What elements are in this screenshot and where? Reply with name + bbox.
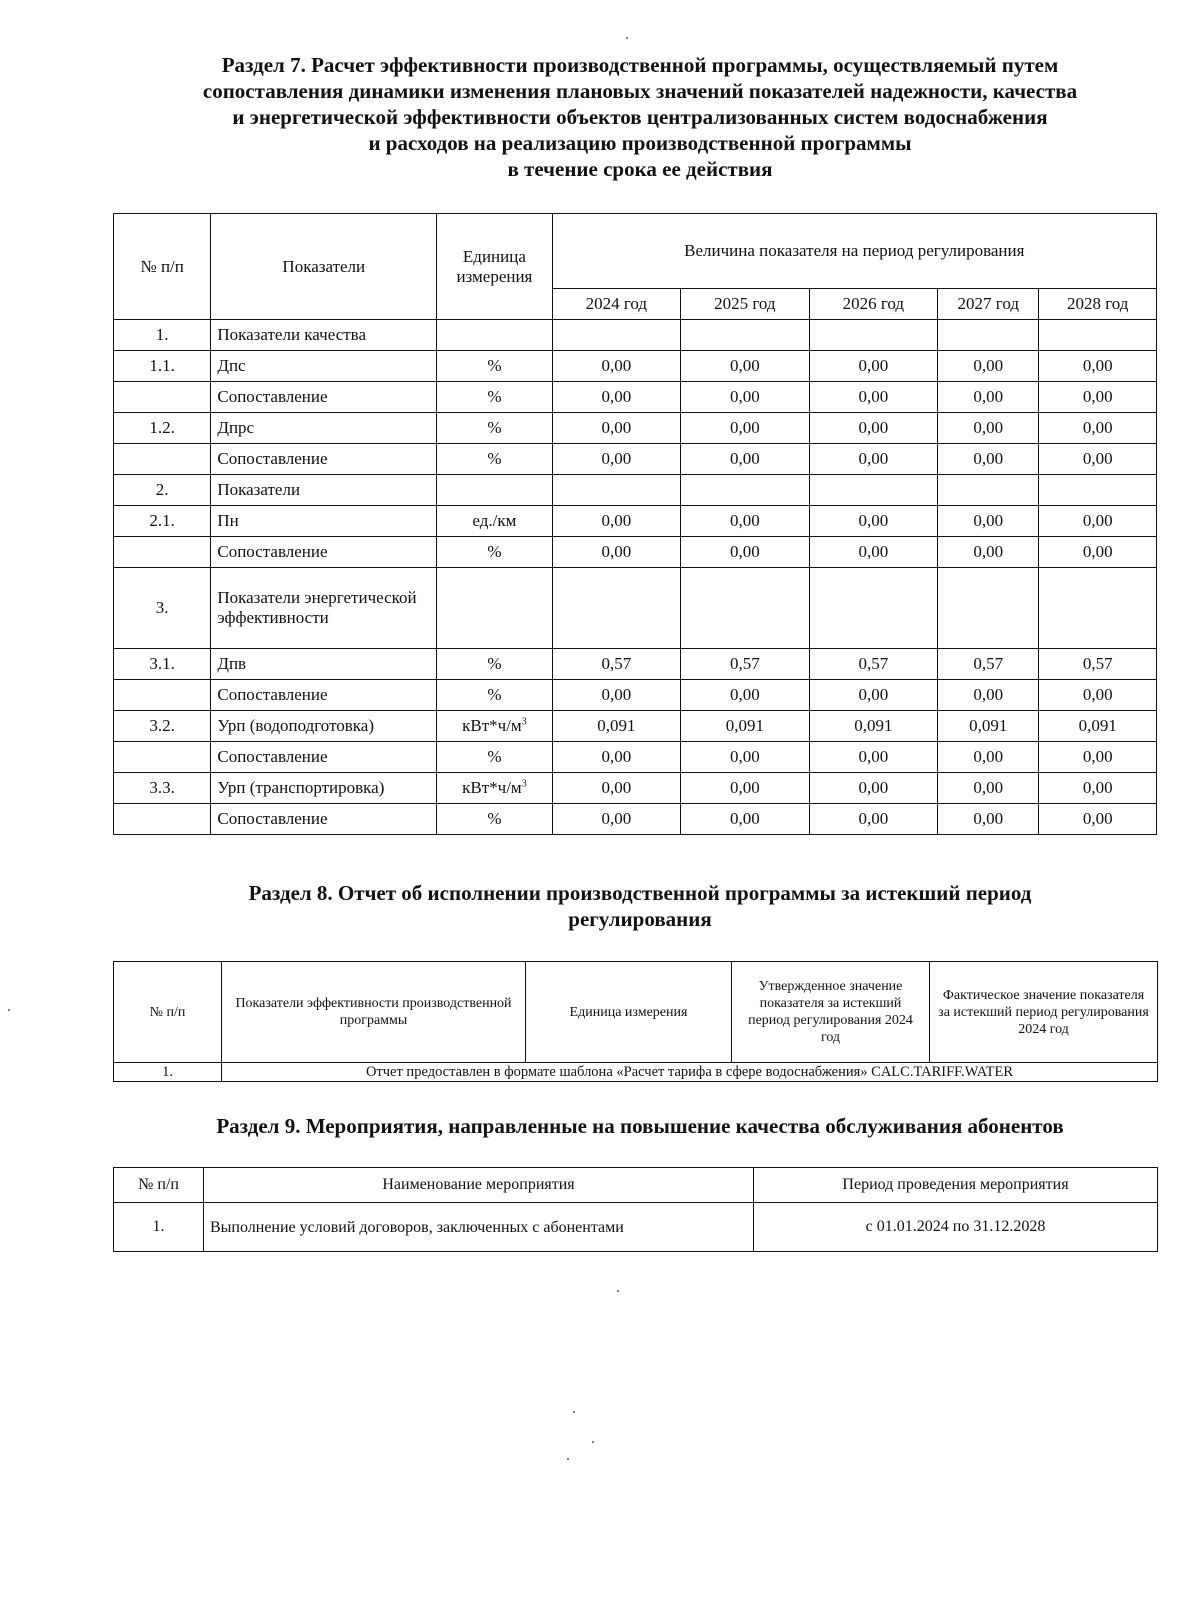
header-year: 2026 год <box>809 289 937 320</box>
row-value: 0,00 <box>1039 444 1157 475</box>
row-value: 0,00 <box>681 773 809 804</box>
header-approved: Утвержденное значение показателя за истекший период регулирования 2024 год <box>732 962 930 1063</box>
table-row <box>114 1203 1158 1252</box>
row-value: 0,00 <box>809 680 937 711</box>
header-indicator: Показатели <box>211 214 437 320</box>
row-unit <box>437 320 552 351</box>
section-9-title <box>100 1113 1180 1139</box>
header-actual: Фактическое значение показателя за истекший период регулирования 2024 год <box>930 962 1158 1063</box>
row-num: 1.1. <box>114 351 211 382</box>
section7-line: в течение срока ее действия <box>507 157 773 181</box>
row-value: 0,00 <box>552 413 680 444</box>
row-value: 0,57 <box>681 649 809 680</box>
row-value: 0,00 <box>1039 382 1157 413</box>
row-value: 0,00 <box>552 537 680 568</box>
row-value: 0,00 <box>1039 537 1157 568</box>
row-value: 0,091 <box>809 711 937 742</box>
row-indicator: Дпрс <box>211 413 437 444</box>
row-unit: % <box>437 804 552 835</box>
row-value: 0,00 <box>552 351 680 382</box>
row-num <box>114 742 211 773</box>
table-row <box>114 1063 1158 1082</box>
row-unit: % <box>437 351 552 382</box>
row-value: 0,00 <box>938 804 1039 835</box>
table-row <box>114 711 1157 742</box>
row-value <box>1039 320 1157 351</box>
section-7-table <box>113 213 1157 835</box>
row-indicator: Показатели <box>211 475 437 506</box>
section9-line: Раздел 9. Мероприятия, направленные на повышение качества обслуживания абонентов <box>216 1114 1064 1138</box>
row-num <box>114 382 211 413</box>
row-value: 0,00 <box>938 773 1039 804</box>
header-num: № п/п <box>114 1168 204 1203</box>
section-8-table <box>113 961 1158 1082</box>
section-7-title <box>100 52 1180 182</box>
row-value: 0,091 <box>1039 711 1157 742</box>
row-value: 0,00 <box>938 742 1039 773</box>
table-row <box>114 506 1157 537</box>
row-value: 0,00 <box>938 413 1039 444</box>
section-7-body <box>114 320 1157 835</box>
row-value: 0,00 <box>1039 742 1157 773</box>
row-value: 0,00 <box>552 506 680 537</box>
row-value <box>552 320 680 351</box>
row-unit: % <box>437 444 552 475</box>
row-indicator: Показатели качества <box>211 320 437 351</box>
row-value: 0,57 <box>938 649 1039 680</box>
row-value <box>1039 475 1157 506</box>
row-value: 0,57 <box>1039 649 1157 680</box>
scan-speck <box>573 1411 575 1413</box>
unit-text: кВт*ч/м <box>462 778 522 797</box>
row-value: 0,57 <box>552 649 680 680</box>
row-value: 0,00 <box>938 506 1039 537</box>
row-num: 1. <box>114 320 211 351</box>
section-8-title <box>100 880 1180 932</box>
row-value: 0,00 <box>1039 773 1157 804</box>
header-indicator: Показатели эффективности производственной программы <box>222 962 526 1063</box>
section7-line: и расходов на реализацию производственной программы <box>368 131 912 155</box>
row-value: 0,00 <box>809 506 937 537</box>
row-num <box>114 537 211 568</box>
header-year: 2028 год <box>1039 289 1157 320</box>
header-num: № п/п <box>114 962 222 1063</box>
row-num: 2.1. <box>114 506 211 537</box>
row-value: 0,00 <box>681 742 809 773</box>
row-unit: % <box>437 382 552 413</box>
row-indicator: Дпв <box>211 649 437 680</box>
row-num <box>114 444 211 475</box>
table-row <box>114 742 1157 773</box>
row-value: 0,091 <box>681 711 809 742</box>
row-note: Отчет предоставлен в формате шаблона «Расчет тарифа в сфере водоснабжения» CALC.TARIFF.WATER <box>222 1063 1158 1082</box>
table-row <box>114 444 1157 475</box>
row-value: 0,091 <box>552 711 680 742</box>
row-unit: % <box>437 742 552 773</box>
row-value: 0,00 <box>1039 351 1157 382</box>
section7-line: сопоставления динамики изменения плановых значений показателей надежности, качества <box>202 79 1078 103</box>
row-value: 0,00 <box>681 351 809 382</box>
row-value: 0,00 <box>552 444 680 475</box>
table-header-row <box>114 214 1157 289</box>
section8-line: Раздел 8. Отчет об исполнении производственной программы за истекший период <box>248 881 1032 905</box>
scan-speck <box>567 1458 569 1460</box>
scan-speck <box>617 1290 619 1292</box>
row-unit <box>437 475 552 506</box>
header-year: 2024 год <box>552 289 680 320</box>
table-row <box>114 382 1157 413</box>
row-name: Выполнение условий договоров, заключенных с абонентами <box>204 1203 754 1252</box>
row-value <box>809 475 937 506</box>
table-row <box>114 804 1157 835</box>
row-value: 0,00 <box>552 804 680 835</box>
row-value: 0,00 <box>938 444 1039 475</box>
section7-line: и энергетической эффективности объектов централизованных систем водоснабжения <box>232 105 1048 129</box>
row-value: 0,00 <box>809 413 937 444</box>
row-indicator: Дпс <box>211 351 437 382</box>
row-value <box>552 475 680 506</box>
table-row <box>114 413 1157 444</box>
header-num: № п/п <box>114 214 211 320</box>
row-value: 0,00 <box>1039 804 1157 835</box>
row-value <box>938 568 1039 649</box>
table-row <box>114 773 1157 804</box>
row-value: 0,00 <box>552 773 680 804</box>
row-num: 1. <box>114 1063 222 1082</box>
row-value <box>681 568 809 649</box>
table-row <box>114 537 1157 568</box>
row-indicator: Пн <box>211 506 437 537</box>
header-unit: Единица измерения <box>526 962 732 1063</box>
row-value: 0,00 <box>681 382 809 413</box>
row-value: 0,00 <box>809 773 937 804</box>
header-year: 2025 год <box>681 289 809 320</box>
row-period: с 01.01.2024 по 31.12.2028 <box>754 1203 1158 1252</box>
row-value <box>809 320 937 351</box>
row-indicator: Сопоставление <box>211 444 437 475</box>
row-value: 0,00 <box>809 351 937 382</box>
row-num: 2. <box>114 475 211 506</box>
row-value: 0,00 <box>809 537 937 568</box>
section7-line: Раздел 7. Расчет эффективности производственной программы, осуществляемый путем <box>221 53 1059 77</box>
row-value <box>938 475 1039 506</box>
row-unit: % <box>437 413 552 444</box>
section8-line: регулирования <box>568 907 712 931</box>
table-header-row <box>114 962 1158 1063</box>
header-name: Наименование мероприятия <box>204 1168 754 1203</box>
unit-superscript: 3 <box>521 716 527 728</box>
row-num <box>114 804 211 835</box>
row-unit <box>437 773 552 804</box>
row-value: 0,00 <box>681 413 809 444</box>
row-indicator: Урп (водоподготовка) <box>211 711 437 742</box>
header-unit: Единица измерения <box>437 214 552 320</box>
row-value: 0,00 <box>681 804 809 835</box>
row-unit: % <box>437 649 552 680</box>
row-value: 0,00 <box>938 537 1039 568</box>
row-value <box>681 320 809 351</box>
row-value: 0,00 <box>1039 506 1157 537</box>
header-year: 2027 год <box>938 289 1039 320</box>
table-row <box>114 351 1157 382</box>
row-unit: % <box>437 537 552 568</box>
table-row <box>114 568 1157 649</box>
scan-speck <box>626 37 628 39</box>
header-period: Величина показателя на период регулирования <box>552 214 1156 289</box>
row-value: 0,00 <box>938 351 1039 382</box>
row-indicator: Показатели энергетической эффективности <box>211 568 437 649</box>
row-num: 1.2. <box>114 413 211 444</box>
row-unit <box>437 711 552 742</box>
row-num: 3. <box>114 568 211 649</box>
unit-superscript: 3 <box>521 778 527 790</box>
row-value <box>1039 568 1157 649</box>
row-value: 0,00 <box>552 680 680 711</box>
row-unit: % <box>437 680 552 711</box>
row-value: 0,00 <box>681 680 809 711</box>
row-value <box>809 568 937 649</box>
header-period: Период проведения мероприятия <box>754 1168 1158 1203</box>
unit-text: кВт*ч/м <box>462 716 522 735</box>
row-value <box>681 475 809 506</box>
row-unit: ед./км <box>437 506 552 537</box>
row-value: 0,00 <box>681 444 809 475</box>
table-row <box>114 475 1157 506</box>
row-value <box>938 320 1039 351</box>
row-indicator: Сопоставление <box>211 742 437 773</box>
table-row <box>114 680 1157 711</box>
scan-speck <box>8 1009 10 1011</box>
row-value: 0,00 <box>1039 680 1157 711</box>
row-value: 0,00 <box>809 804 937 835</box>
table-row <box>114 320 1157 351</box>
table-header-row <box>114 1168 1158 1203</box>
row-num <box>114 680 211 711</box>
row-indicator: Сопоставление <box>211 537 437 568</box>
row-value: 0,00 <box>938 680 1039 711</box>
row-value <box>552 568 680 649</box>
row-num: 3.3. <box>114 773 211 804</box>
row-value: 0,00 <box>1039 413 1157 444</box>
row-value: 0,00 <box>681 537 809 568</box>
section-9-table <box>113 1167 1158 1252</box>
row-value: 0,091 <box>938 711 1039 742</box>
table-row <box>114 649 1157 680</box>
row-num: 3.2. <box>114 711 211 742</box>
row-value: 0,00 <box>552 382 680 413</box>
row-indicator: Сопоставление <box>211 382 437 413</box>
row-num: 3.1. <box>114 649 211 680</box>
row-value: 0,00 <box>809 742 937 773</box>
row-value: 0,00 <box>809 382 937 413</box>
row-indicator: Урп (транспортировка) <box>211 773 437 804</box>
scan-speck <box>592 1441 594 1443</box>
row-value: 0,00 <box>938 382 1039 413</box>
row-num: 1. <box>114 1203 204 1252</box>
row-indicator: Сопоставление <box>211 804 437 835</box>
row-value: 0,00 <box>809 444 937 475</box>
row-value: 0,57 <box>809 649 937 680</box>
row-indicator: Сопоставление <box>211 680 437 711</box>
row-value: 0,00 <box>552 742 680 773</box>
row-value: 0,00 <box>681 506 809 537</box>
row-unit <box>437 568 552 649</box>
